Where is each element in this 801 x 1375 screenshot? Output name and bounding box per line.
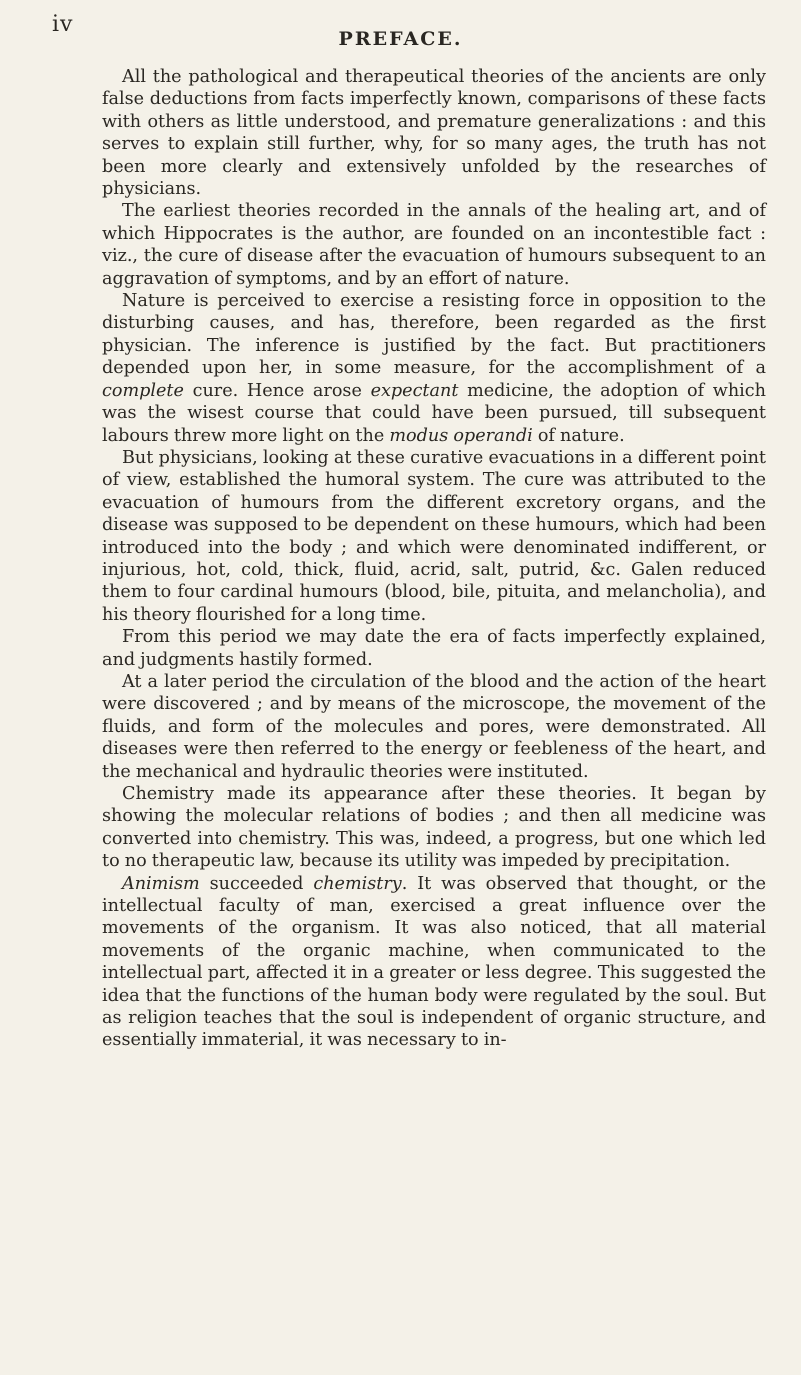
paragraph-humoral-system: But physicians, looking at these curative evacuations in a different point of view, established the humoral system. The cure was attributed to the evacuation of humours from the different excretory organs, and the disease was supposed to be dependent on these humours, which had been introduced into the body ; and which were denominated indifferent, or injurious, hot, cold, thick, fluid, acrid, salt, putrid, &c. Galen reduced them to four cardinal humours (blood, bile, pituita, and melancholia), and his theory flourished for a long time. <box>102 447 766 625</box>
paragraph-era-of-facts: From this period we may date the era of facts imperfectly explained, and judgments hastily formed. <box>102 627 766 670</box>
paragraph-animism <box>102 873 766 1052</box>
text-run: cure. Hence arose <box>183 380 371 401</box>
body-text <box>102 66 766 1052</box>
page-number: iv <box>52 12 74 37</box>
italic-term: Animism <box>122 873 200 894</box>
text-run: succeeded <box>199 873 314 894</box>
text-run: . It was observed that thought, or the intellectual faculty of man, exercised a great influence over the movements of the organism. It was also noticed, that all material movements of the organic machine, when communicated to the intellectual part, affected it in a greater or less degree. This suggested the idea that the functions of the human body were regulated by the soul. But as religion teaches that the soul is independent of organic structure, and essentially immaterial, it was necessary to in- <box>102 873 767 1051</box>
text-run: of nature. <box>532 425 625 446</box>
italic-term: chemistry <box>313 873 402 894</box>
italic-term: complete <box>102 380 184 401</box>
text-run: Nature is perceived to exercise a resisting force in opposition to the disturbing causes, and has, therefore, been regarded as the first physician. The inference is justified by the fact. But practitioners depended upon her, in some measure, for the accomplishment of a <box>102 291 766 379</box>
paragraph-nature-physician <box>102 290 766 447</box>
paragraph-hippocrates: The earliest theories recorded in the annals of the healing art, and of which Hippocrates is the author, are founded on an incontestible fact : viz., the cure of disease after the evacuation of humours subsequent to an aggravation of symptoms, and by an effort of nature. <box>102 201 766 289</box>
italic-term: expectant <box>370 380 459 401</box>
italic-term: modus operandi <box>389 425 533 446</box>
paragraph-ancient-theories: All the pathological and therapeutical theories of the ancients are only false deductions from facts imperfectly known, comparisons of these facts with others as little understood, and premature generalizations : and this serves to explain still further, why, for so many ages, the truth has not been more clearly and extensively unfolded by the researches of physicians. <box>102 67 766 200</box>
running-head: PREFACE. <box>338 28 463 50</box>
paragraph-circulation: At a later period the circulation of the blood and the action of the heart were discovered ; and by means of the microscope, the movement of the fluids, and form of the molecules and pores, were demonstrated. All diseases were then referred to the energy or feebleness of the heart, and the mechanical and hydraulic theories were instituted. <box>102 671 766 782</box>
text-run: medicine, the adoption of which was the wisest course that could have been pursued, till subsequent labours threw more light on the <box>102 380 766 446</box>
paragraph-chemistry: Chemistry made its appearance after these theories. It began by showing the molecular relations of bodies ; and then all medicine was converted into chemistry. This was, indeed, a progress, but one which led to no therapeutic law, because its utility was impeded by precipitation. <box>102 784 766 872</box>
